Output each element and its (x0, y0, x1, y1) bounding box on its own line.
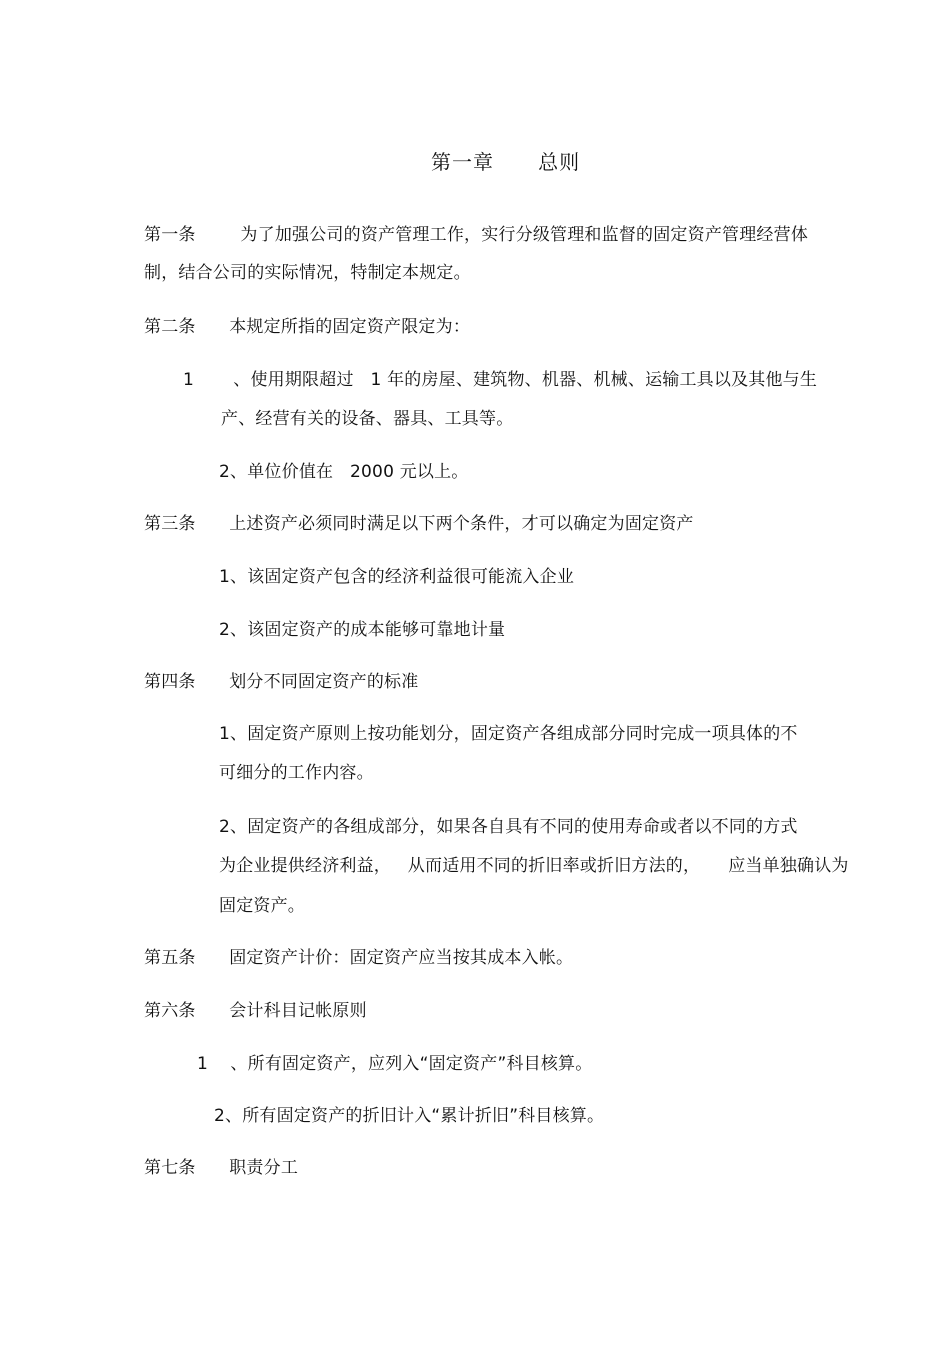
article-1-line-1: 第一条 为了加强公司的资产管理工作，实行分级管理和监督的固定资产管理经营体 (144, 225, 809, 245)
article-3-item-1: 1、该固定资产包含的经济利益很可能流入企业 (219, 567, 575, 587)
chapter-title: 第一章 总则 (431, 150, 581, 174)
article-3-item-2: 2、该固定资产的成本能够可靠地计量 (219, 620, 506, 640)
article-1-line-2: 制，结合公司的实际情况，特制定本规定。 (144, 263, 471, 283)
article-6-item-1: 1 、所有固定资产，应列入“固定资产”科目核算。 (197, 1054, 593, 1074)
article-2-item-1-line-1: 1 、使用期限超过 1 年的房屋、建筑物、机器、机械、运输工具以及其他与生 (183, 370, 818, 390)
article-4-item-2-line-2: 为企业提供经济利益， 从而适用不同的折旧率或折旧方法的， 应当单独确认为 (219, 856, 849, 876)
article-4-heading: 第四条 划分不同固定资产的标准 (144, 672, 419, 692)
article-4-item-1-line-2: 可细分的工作内容。 (219, 763, 374, 783)
article-2-heading: 第二条 本规定所指的固定资产限定为： (144, 317, 471, 337)
article-5-heading: 第五条 固定资产计价：固定资产应当按其成本入帐。 (144, 948, 574, 968)
article-4-item-2-line-1: 2、固定资产的各组成部分，如果各自具有不同的使用寿命或者以不同的方式 (219, 817, 798, 837)
article-6-item-2: 2、所有固定资产的折旧计入“累计折旧”科目核算。 (214, 1106, 605, 1126)
article-4-item-2-line-3: 固定资产。 (219, 896, 305, 916)
article-6-heading: 第六条 会计科目记帐原则 (144, 1001, 367, 1021)
article-2-item-2: 2、单位价值在 2000 元以上。 (219, 462, 469, 482)
article-4-item-1-line-1: 1、固定资产原则上按功能划分，固定资产各组成部分同时完成一项具体的不 (219, 724, 798, 744)
article-3-heading: 第三条 上述资产必须同时满足以下两个条件，才可以确定为固定资产 (144, 514, 694, 534)
article-7-heading: 第七条 职责分工 (144, 1158, 299, 1178)
article-2-item-1-line-2: 产、经营有关的设备、器具、工具等。 (221, 409, 514, 429)
